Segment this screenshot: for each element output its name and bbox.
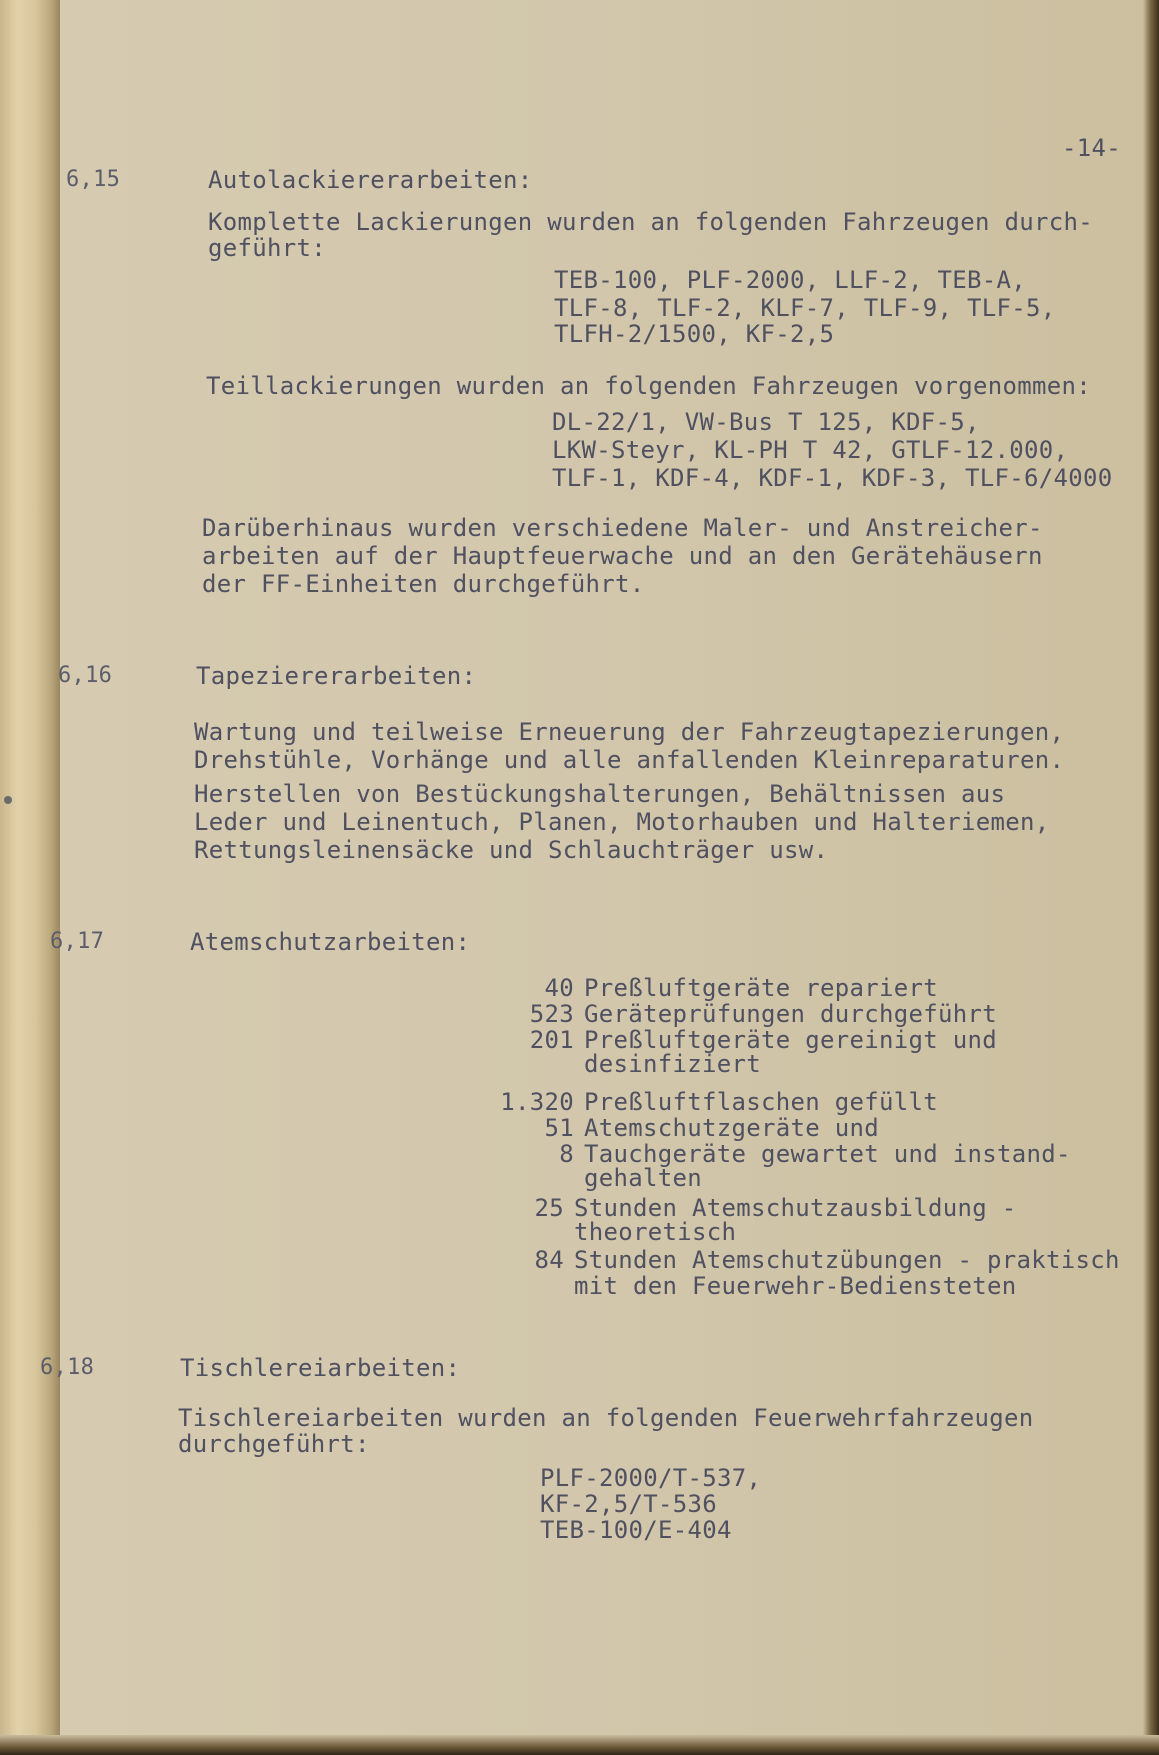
item-text: Stunden Atemschutzübungen - praktisch [574,1246,1120,1274]
item-text: mit den Feuerwehr-Bediensteten [574,1272,1017,1300]
paragraph-line: der FF-Einheiten durchgeführt. [202,570,645,598]
item-text: Preßluftgeräte repariert [584,974,938,1002]
item-text: Tauchgeräte gewartet und instand- [584,1140,1071,1168]
paragraph-line: geführt: [208,234,326,262]
vehicle-list-line: TLF-8, TLF-2, KLF-7, TLF-9, TLF-5, [554,294,1056,322]
page-bottom-edge [0,1735,1159,1755]
section-heading: Atemschutzarbeiten: [190,928,471,956]
paragraph-line: Drehstühle, Vorhänge und alle anfallenden Kleinreparaturen. [194,746,1065,774]
punch-mark [4,796,12,804]
item-text: Preßluftgeräte gereinigt und [584,1026,997,1054]
item-text: Preßluftflaschen gefüllt [584,1088,938,1116]
vehicle-list-line: LKW-Steyr, KL-PH T 42, GTLF-12.000, [552,436,1069,464]
section-heading: Autolackiererarbeiten: [208,166,533,194]
paragraph-line: Rettungsleinensäcke und Schlauchträger usw. [194,836,829,864]
item-text: Stunden Atemschutzausbildung - [574,1194,1017,1222]
paragraph-line: Teillackierungen wurden an folgenden Fahrzeugen vorgenommen: [206,372,1091,400]
section-heading: Tapeziererarbeiten: [196,662,477,690]
paragraph-line: arbeiten auf der Hauptfeuerwache und an den Gerätehäusern [202,542,1043,570]
vehicle-list-line: TLF-1, KDF-4, KDF-1, KDF-3, TLF-6/4000 [552,464,1113,492]
paragraph-line: Komplette Lackierungen wurden an folgenden Fahrzeugen durch- [208,208,1093,236]
paragraph-line: Darüberhinaus wurden verschiedene Maler- und Anstreicher- [202,514,1043,542]
page-right-edge [1143,0,1159,1755]
item-text: theoretisch [574,1218,737,1246]
vehicle-list-line: TLFH-2/1500, KF-2,5 [554,320,835,348]
page-binding [0,0,60,1755]
item-count: 51 [544,1114,574,1142]
section-heading: Tischlereiarbeiten: [180,1354,461,1382]
section-number: 6,16 [58,663,113,688]
item-count: 25 [534,1194,564,1222]
section-number: 6,18 [40,1355,95,1380]
vehicle-list-line: TEB-100/E-404 [540,1516,732,1544]
paragraph-line: Tischlereiarbeiten wurden an folgenden Feuerwehrfahrzeugen [178,1404,1034,1432]
vehicle-list-line: PLF-2000/T-537, [540,1464,762,1492]
item-text: gehalten [584,1164,702,1192]
item-count: 201 [529,1026,574,1054]
vehicle-list-line: TEB-100, PLF-2000, LLF-2, TEB-A, [554,266,1026,294]
paragraph-line: Wartung und teilweise Erneuerung der Fahrzeugtapezierungen, [194,718,1065,746]
page-number: -14- [1062,134,1121,162]
vehicle-list-line: KF-2,5/T-536 [540,1490,717,1518]
vehicle-list-line: DL-22/1, VW-Bus T 125, KDF-5, [552,408,980,436]
paragraph-line: Leder und Leinentuch, Planen, Motorhauben und Halteriemen, [194,808,1050,836]
item-text: Geräteprüfungen durchgeführt [584,1000,997,1028]
item-count: 523 [529,1000,574,1028]
item-text: Atemschutzgeräte und [584,1114,879,1142]
item-count: 84 [534,1246,564,1274]
item-count: 8 [559,1140,574,1168]
item-count: 1.320 [500,1088,574,1116]
section-number: 6,17 [50,929,105,954]
item-count: 40 [544,974,574,1002]
section-number: 6,15 [66,167,121,192]
paragraph-line: durchgeführt: [178,1430,370,1458]
item-text: desinfiziert [584,1050,761,1078]
paragraph-line: Herstellen von Bestückungshalterungen, Behältnissen aus [194,780,1006,808]
